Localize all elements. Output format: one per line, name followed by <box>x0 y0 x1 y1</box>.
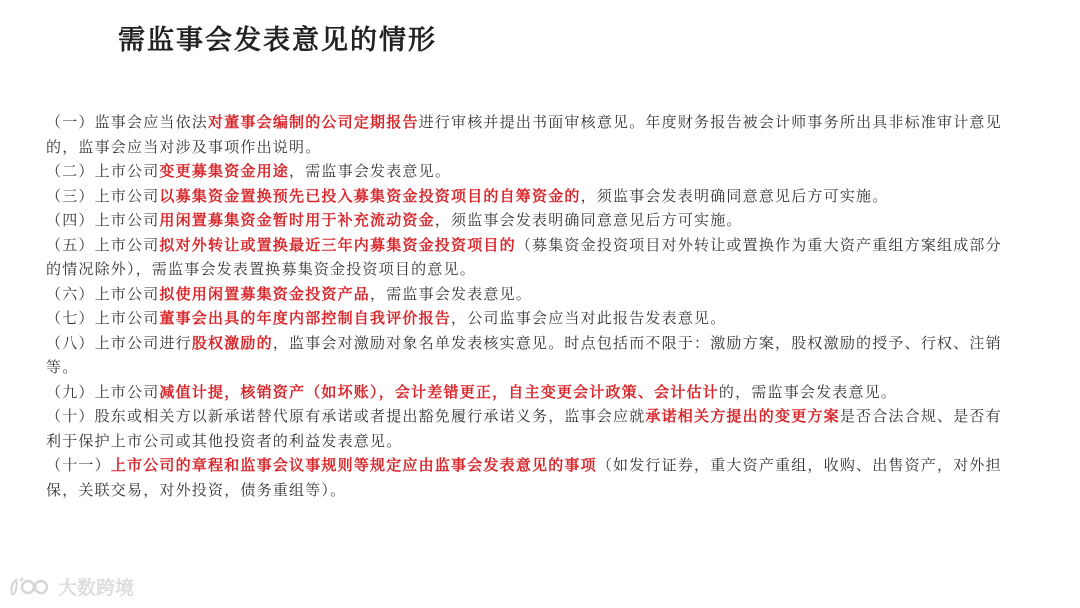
text-segment: （募集资金投资项目对外转让或置换作为重大资产重组方案组成部分的情况除外），需监事会发表置换募集资金投资项目的意见。 <box>46 235 1002 278</box>
text-segment: ，须监事会发表明确同意意见后方可实施。 <box>434 211 743 229</box>
paragraph-9 <box>46 380 1010 405</box>
text-segment: （五）上市公司 <box>46 235 160 254</box>
text-segment: （二）上市公司 <box>46 162 160 180</box>
text-segment: （七）上市公司 <box>46 309 160 327</box>
dashu-logo-icon <box>8 574 52 600</box>
text-segment: （十）股东或相关方以新承诺替代原有承诺或者提出豁免履行承诺义务，监事会应就 <box>46 407 646 425</box>
highlighted-text: 董事会出具的年度内部控制自我评价报告 <box>159 309 452 327</box>
highlighted-text: 以募集资金置换预先已投入募集资金投资项目的自筹资金的 <box>159 186 581 205</box>
paragraph-7 <box>46 306 1010 331</box>
paragraph-6 <box>46 282 1010 307</box>
text-segment: （十一） <box>46 456 111 474</box>
text-segment: ，公司监事会应当对此报告发表意见。 <box>451 309 727 327</box>
highlighted-text: 拟对外转让或置换最近三年内募集资金投资项目的 <box>159 235 516 254</box>
highlighted-text: 拟使用闲置募集资金投资产品 <box>159 284 371 303</box>
highlighted-text: 变更募集资金用途 <box>159 162 290 180</box>
paragraph-1 <box>46 110 1010 159</box>
text-segment: 进行审核并提出书面审核意见。年度财务报告被会计师事务所出具非标准审计意见的，监事会应当对涉及事项作出说明。 <box>46 113 1002 156</box>
watermark <box>8 573 134 600</box>
text-segment: （六）上市公司 <box>46 284 160 303</box>
text-segment: （如发行证券，重大资产重组，收购、出售资产，对外担保，关联交易，对外投资，债务重组等）。 <box>46 456 1002 499</box>
paragraph-8 <box>46 331 1010 380</box>
page-title: 需监事会发表意见的情形 <box>118 25 437 56</box>
highlighted-text: 股权激励的 <box>191 333 273 352</box>
paragraph-5 <box>46 233 1010 282</box>
text-segment: （四）上市公司 <box>46 211 160 229</box>
paragraph-3 <box>46 184 1010 209</box>
highlighted-text: 对董事会编制的公司定期报告 <box>208 113 419 131</box>
paragraph-11 <box>46 453 1010 502</box>
paragraph-4 <box>46 208 1010 233</box>
highlighted-text: 减值计提，核销资产（如坏账），会计差错更正，自主变更会计政策、会计估计 <box>159 382 719 401</box>
watermark-text: 大数跨境 <box>58 577 135 599</box>
text-segment: ，需监事会发表意见。 <box>289 162 452 180</box>
text-segment: ，需监事会发表意见。 <box>370 284 533 303</box>
text-segment: （一）监事会应当依法 <box>46 113 209 131</box>
text-segment: （九）上市公司 <box>46 382 160 401</box>
paragraph-10 <box>46 404 1010 453</box>
text-segment: （三）上市公司 <box>46 186 160 205</box>
highlighted-text: 承诺相关方提出的变更方案 <box>645 407 840 425</box>
text-segment: ，监事会对激励对象名单发表核实意见。时点包括而不限于：激励方案，股权激励的授予、行权、注销等。 <box>46 333 1002 376</box>
text-segment: （八）上市公司进行 <box>46 333 192 352</box>
text-segment: ，须监事会发表明确同意意见后方可实施。 <box>580 186 889 205</box>
paragraph-2 <box>46 159 1010 184</box>
text-segment: 是否合法合规、是否有利于保护上市公司或其他投资者的利益发表意见。 <box>46 407 1002 450</box>
highlighted-text: 用闲置募集资金暂时用于补充流动资金 <box>159 211 435 229</box>
text-segment: 的，需监事会发表意见。 <box>718 382 898 401</box>
content-body <box>46 110 1010 502</box>
highlighted-text: 上市公司的章程和监事会议事规则等规定应由监事会发表意见的事项 <box>110 456 597 474</box>
